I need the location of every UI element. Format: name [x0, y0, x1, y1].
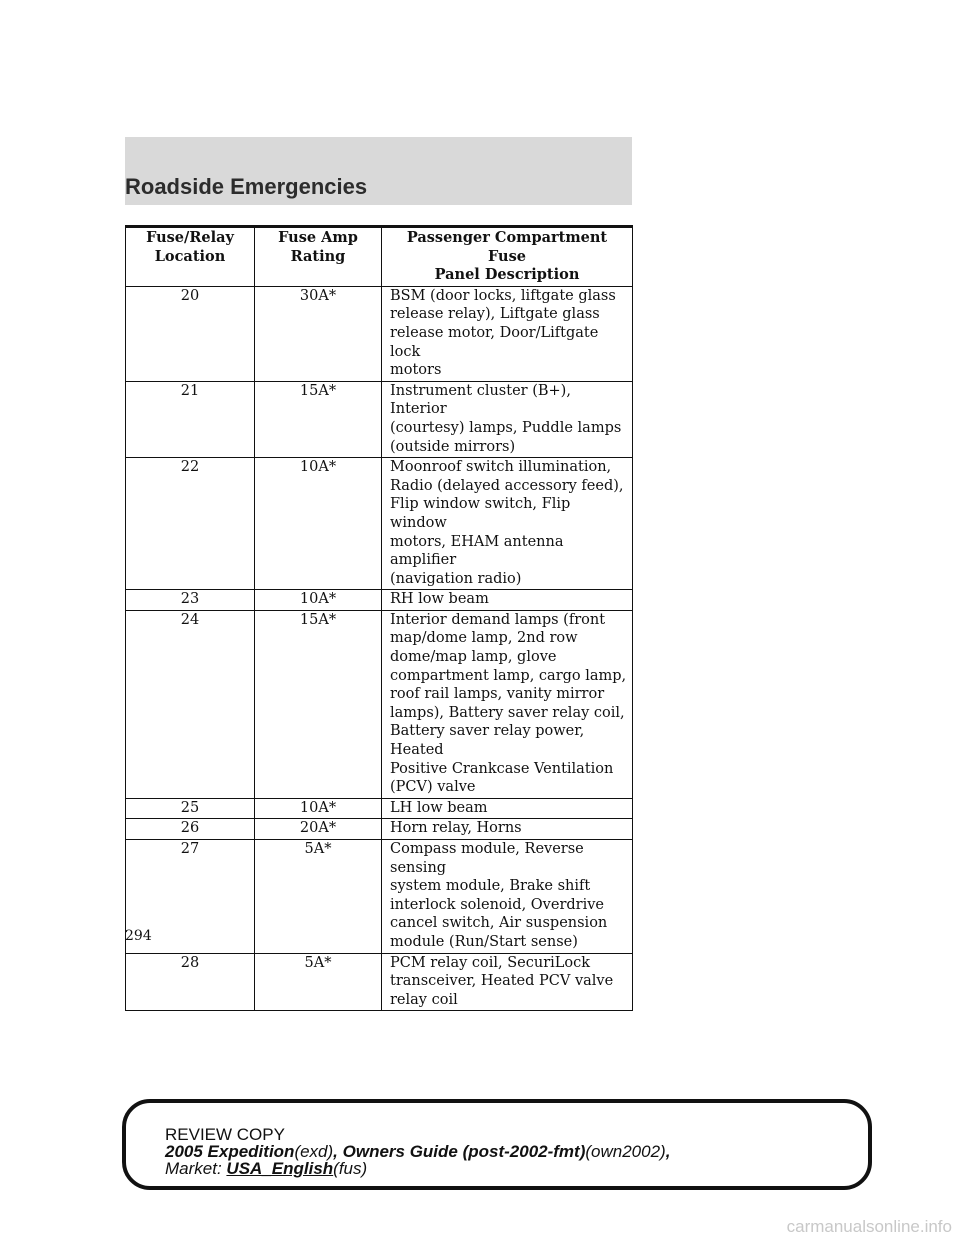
fuse-amp-cell: 10A* [255, 798, 382, 819]
table-row [126, 458, 633, 590]
table-row [126, 819, 633, 840]
fuse-description-line: LH low beam [390, 799, 488, 816]
fuse-amp-cell: 15A* [255, 610, 382, 798]
table-row [126, 381, 633, 457]
fuse-table [125, 225, 633, 1011]
review-model-code: (exd) [294, 1142, 334, 1161]
fuse-description-line: Instrument cluster (B+), Interior [390, 382, 571, 418]
header-amp-line: Rating [290, 247, 346, 265]
fuse-location-cell: 28 [126, 953, 255, 1011]
fuse-location-cell: 24 [126, 610, 255, 798]
table-row [126, 798, 633, 819]
fuse-description-line: Battery saver relay power, Heated [390, 723, 585, 759]
header-description-line: Passenger Compartment Fuse [406, 229, 608, 265]
fuse-location-cell: 20 [126, 286, 255, 381]
fuse-amp-cell: 20A* [255, 819, 382, 840]
table-row [126, 590, 633, 611]
fuse-amp-cell: 30A* [255, 286, 382, 381]
fuse-description-line: roof rail lamps, vanity mirror [390, 686, 605, 703]
table-row [126, 610, 633, 798]
review-market: USA_English [226, 1159, 334, 1178]
fuse-description-line: dome/map lamp, glove [390, 649, 557, 666]
fuse-description-line: (courtesy) lamps, Puddle lamps [390, 419, 622, 436]
fuse-location-cell: 22 [126, 458, 255, 590]
fuse-description-line: (navigation radio) [390, 570, 522, 587]
fuse-amp-cell: 15A* [255, 381, 382, 457]
header-description [382, 227, 633, 287]
fuse-description-cell [382, 798, 633, 819]
header-amp-line: Fuse Amp [278, 229, 358, 246]
page-number: 294 [125, 928, 152, 944]
fuse-location-cell: 27 [126, 840, 255, 954]
section-title: Roadside Emergencies [125, 174, 368, 199]
table-row [126, 840, 633, 954]
fuse-description-line: Horn relay, Horns [390, 820, 522, 837]
fuse-location-cell: 21 [126, 381, 255, 457]
fuse-description-line: (PCV) valve [390, 779, 476, 796]
fuse-description-line: module (Run/Start sense) [390, 933, 578, 950]
fuse-description-cell [382, 953, 633, 1011]
fuse-description-cell [382, 381, 633, 457]
table-header-row [126, 227, 633, 287]
review-line-1: REVIEW COPY [165, 1125, 285, 1144]
fuse-description-line: PCM relay coil, SecuriLock [390, 954, 591, 971]
fuse-description-line: (outside mirrors) [390, 438, 516, 455]
review-market-code: (fus) [333, 1159, 368, 1178]
fuse-location-cell: 25 [126, 798, 255, 819]
fuse-location-cell: 26 [126, 819, 255, 840]
fuse-description-line: RH low beam [390, 591, 489, 608]
fuse-description-line: transceiver, Heated PCV valve [390, 973, 614, 990]
fuse-description-line: interlock solenoid, Overdrive [390, 896, 605, 913]
watermark: carmanualsonline.info [786, 1217, 952, 1236]
fuse-description-line: Flip window switch, Flip window [390, 496, 571, 531]
review-model: 2005 Expedition [165, 1142, 295, 1161]
table-row [126, 953, 633, 1011]
fuse-description-line: motors [390, 362, 442, 379]
fuse-amp-cell: 10A* [255, 458, 382, 590]
fuse-description-cell [382, 819, 633, 840]
fuse-description-line: compartment lamp, cargo lamp, [390, 667, 627, 684]
fuse-description-line: lamps), Battery saver relay coil, [390, 704, 625, 721]
fuse-description-cell [382, 840, 633, 954]
fuse-description-line: motors, EHAM antenna amplifier [390, 533, 564, 569]
fuse-description-line: Positive Crankcase Ventilation [390, 760, 614, 777]
review-guide: , Owners Guide (post-2002-fmt) [333, 1142, 586, 1161]
header-location-line: Location [154, 247, 226, 265]
fuse-description-line: release relay), Liftgate glass [390, 306, 600, 323]
fuse-description-line: map/dome lamp, 2nd row [390, 630, 578, 647]
review-market-label: Market: [165, 1159, 222, 1178]
fuse-location-cell: 23 [126, 590, 255, 611]
fuse-table-body [126, 286, 633, 1011]
fuse-amp-cell: 5A* [255, 953, 382, 1011]
fuse-description-line: Moonroof switch illumination, [390, 459, 612, 476]
review-line-2 [165, 1143, 670, 1160]
review-guide-code: (own2002) [585, 1142, 666, 1161]
fuse-description-line: release motor, Door/Liftgate lock [390, 324, 599, 360]
fuse-description-line: Compass module, Reverse sensing [390, 841, 584, 876]
review-copy-text [165, 1126, 670, 1177]
fuse-description-cell [382, 458, 633, 590]
review-comma: , [665, 1142, 671, 1161]
fuse-description-cell [382, 286, 633, 381]
header-location [126, 227, 255, 287]
review-line-3 [165, 1160, 670, 1177]
header-amp [255, 227, 382, 287]
table-row [126, 286, 633, 381]
header-location-line: Fuse/Relay [146, 229, 234, 246]
fuse-description-line: Radio (delayed accessory feed), [390, 477, 624, 494]
fuse-description-cell [382, 610, 633, 798]
fuse-description-cell [382, 590, 633, 611]
header-description-line: Panel Description [434, 266, 580, 284]
fuse-description-line: BSM (door locks, liftgate glass [390, 287, 616, 304]
fuse-description-line: Interior demand lamps (front [390, 611, 606, 628]
fuse-description-line: relay coil [390, 991, 458, 1008]
fuse-amp-cell: 5A* [255, 840, 382, 954]
fuse-description-line: system module, Brake shift [390, 878, 591, 895]
fuse-description-line: cancel switch, Air suspension [390, 915, 608, 932]
fuse-amp-cell: 10A* [255, 590, 382, 611]
